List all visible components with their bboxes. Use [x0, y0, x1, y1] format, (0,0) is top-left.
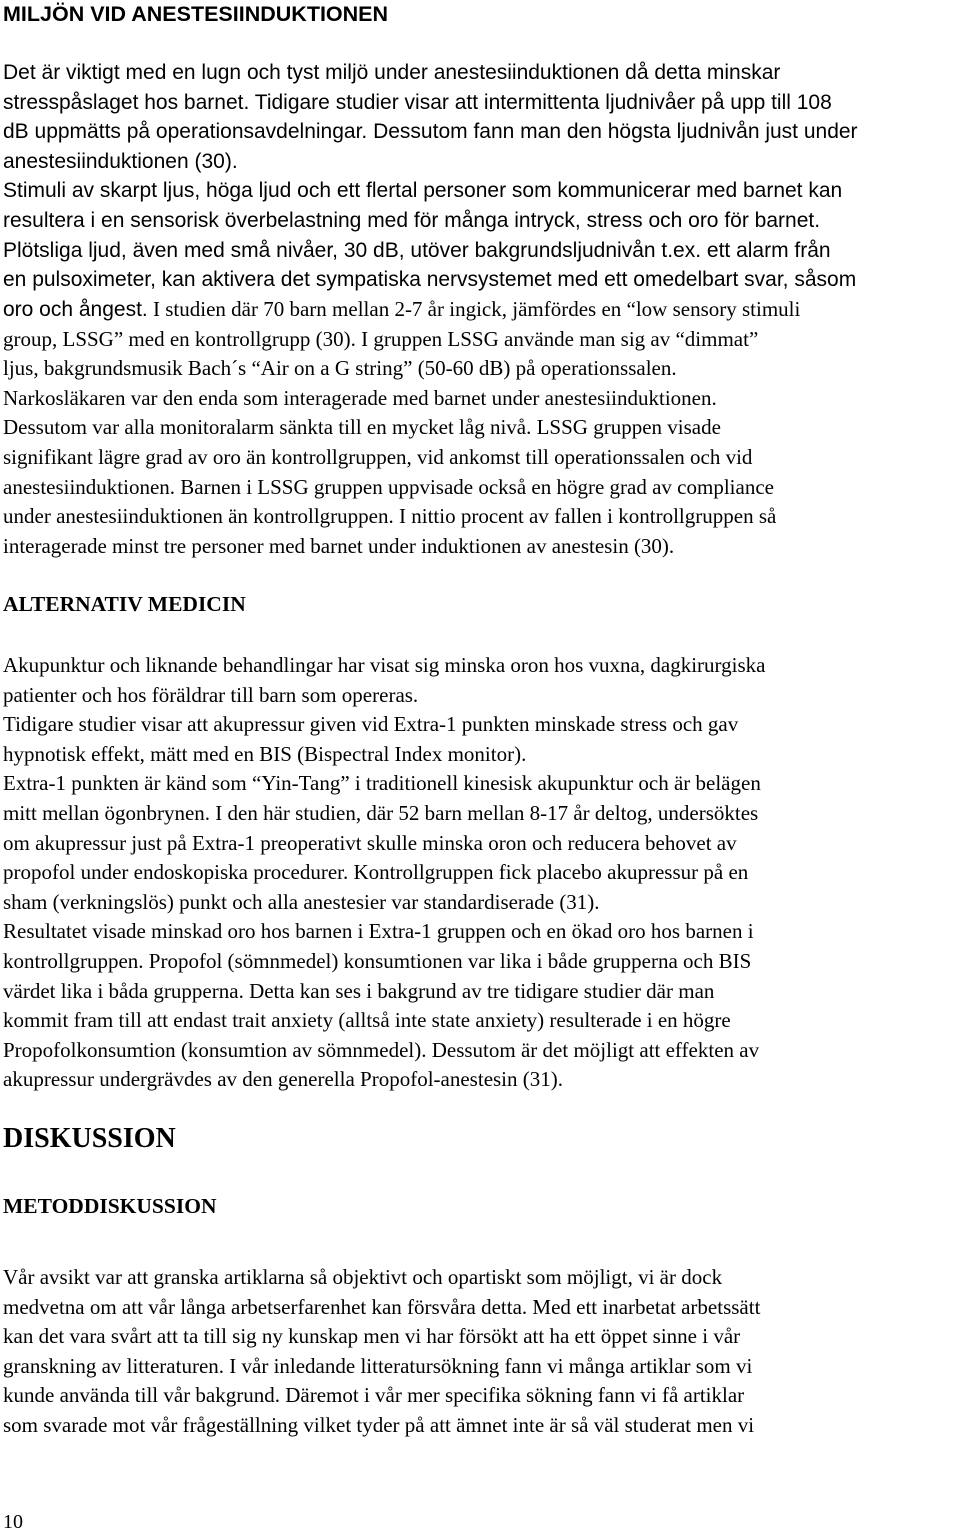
text-line: interagerade minst tre personer med barnet under induktionen av anestesin (30). [3, 533, 675, 558]
text-line: mitt mellan ögonbrynen. I den här studien, där 52 barn mellan 8-17 år deltog, undersöktes [3, 800, 759, 825]
text-line: Vår avsikt var att granska artiklarna så objektivt och opartiskt som möjligt, vi är dock [3, 1265, 723, 1289]
text-line: hypnotisk effekt, mätt med en BIS (Bispectral Index monitor). [3, 741, 527, 766]
text-line: Plötsliga ljud, även med små nivåer, 30 dB, utöver bakgrundsljudnivån t.ex. ett alarm från [3, 238, 831, 262]
text-line: stresspåslaget hos barnet. Tidigare studier visar att intermittenta ljudnivåer på upp till 108 [3, 90, 832, 114]
heading-alternative-medicine: ALTERNATIV MEDICIN [3, 592, 246, 616]
text-line: anestesiinduktionen (30). [3, 149, 238, 173]
text-line: om akupressur just på Extra-1 preoperativt skulle minska oron och reducera behovet av [3, 830, 737, 855]
paragraph-environment-intro [3, 58, 957, 295]
text-line: dB uppmätts på operationsavdelningar. Dessutom fann man den högsta ljudnivån just under [3, 120, 858, 144]
text-line: en pulsoximeter, kan aktivera det sympatiska nervsystemet med ett omedelbart svar, såsom [3, 268, 857, 292]
text-line: oro och ångest. [3, 298, 148, 321]
text-line: anestesiinduktionen. Barnen i LSSG gruppen uppvisade också en högre grad av compliance [3, 474, 774, 499]
text-line: under anestesiinduktionen än kontrollgruppen. I nittio procent av fallen i kontrollgruppen så [3, 504, 777, 529]
text-line: Dessutom var alla monitoralarm sänkta till en mycket låg nivå. LSSG gruppen visade [3, 415, 721, 440]
text-line: medvetna om att vår långa arbetserfarenhet kan försvåra detta. Med ett inarbetat arbetssätt [3, 1294, 761, 1319]
text-line: Akupunktur och liknande behandlingar har visat sig minska oron hos vuxna, dagkirurgiska [3, 653, 766, 677]
paragraph-environment-study [3, 295, 957, 561]
text-line: propofol under endoskopiska procedurer. Kontrollgruppen fick placebo akupressur på en [3, 860, 749, 885]
page-number: 10 [3, 1511, 23, 1533]
text-line: Resultatet visade minskad oro hos barnen i Extra-1 gruppen och en ökad oro hos barnen i [3, 919, 754, 944]
heading-method-discussion: METODDISKUSSION [3, 1194, 217, 1218]
text-line: Narkosläkaren var den enda som interagerade med barnet under anestesiinduktionen. [3, 385, 717, 410]
text-line: I studien där 70 barn mellan 2-7 år ingick, jämfördes en “low sensory stimuli [153, 297, 801, 321]
text-line: kan det vara svårt att ta till sig ny kunskap men vi har försökt att ha ett öppet sinne i vår [3, 1324, 741, 1349]
heading-environment: MILJÖN VID ANESTESIINDUKTIONEN [3, 2, 389, 26]
text-line: akupressur undergrävdes av den generella Propofol-anestesin (31). [3, 1067, 564, 1092]
paragraph-alternative-medicine [3, 651, 957, 1095]
paragraph-method-discussion [3, 1263, 957, 1441]
text-line: granskning av litteraturen. I vår inledande litteratursökning fann vi många artiklar som vi [3, 1353, 753, 1378]
text-line: kunde använda till vår bakgrund. Däremot i vår mer specifika sökning fann vi få artiklar [3, 1383, 745, 1408]
text-line: Stimuli av skarpt ljus, höga ljud och ett flertal personer som kommunicerar med barnet kan [3, 179, 843, 203]
text-line: Det är viktigt med en lugn och tyst miljö under anestesiinduktionen då detta minskar [3, 61, 781, 84]
heading-discussion: DISKUSSION [3, 1123, 176, 1154]
text-line: signifikant lägre grad av oro än kontrollgruppen, vid ankomst till operationssalen och vid [3, 444, 753, 469]
text-line: ljus, bakgrundsmusik Bach´s “Air on a G string” (50-60 dB) på operationssalen. [3, 356, 677, 381]
text-line: patienter och hos föräldrar till barn som opereras. [3, 682, 419, 707]
text-line: kontrollgruppen. Propofol (sömnmedel) konsumtionen var lika i både grupperna och BIS [3, 948, 752, 973]
text-line: Propofolkonsumtion (konsumtion av sömnmedel). Dessutom är det möjligt att effekten av [3, 1037, 760, 1062]
text-line: resultera i en sensorisk överbelastning med för många intryck, stress och oro för barnet. [3, 208, 821, 232]
text-line: group, LSSG” med en kontrollgrupp (30). I gruppen LSSG använde man sig av “dimmat” [3, 326, 759, 351]
text-line: kommit fram till att endast trait anxiety (alltså inte state anxiety) resulterade i en högre [3, 1008, 731, 1033]
text-line: värdet lika i båda grupperna. Detta kan ses i bakgrund av tre tidigare studier där man [3, 978, 715, 1003]
text-line: sham (verkningslös) punkt och alla anestesier var standardiserade (31). [3, 889, 600, 914]
text-line: som svarade mot vår frågeställning vilket tyder på att ämnet inte är så väl studerat men vi [3, 1412, 755, 1437]
text-line: Extra-1 punkten är känd som “Yin-Tang” i traditionell kinesisk akupunktur och är belägen [3, 771, 761, 796]
text-line: Tidigare studier visar att akupressur given vid Extra-1 punkten minskade stress och gav [3, 712, 739, 737]
